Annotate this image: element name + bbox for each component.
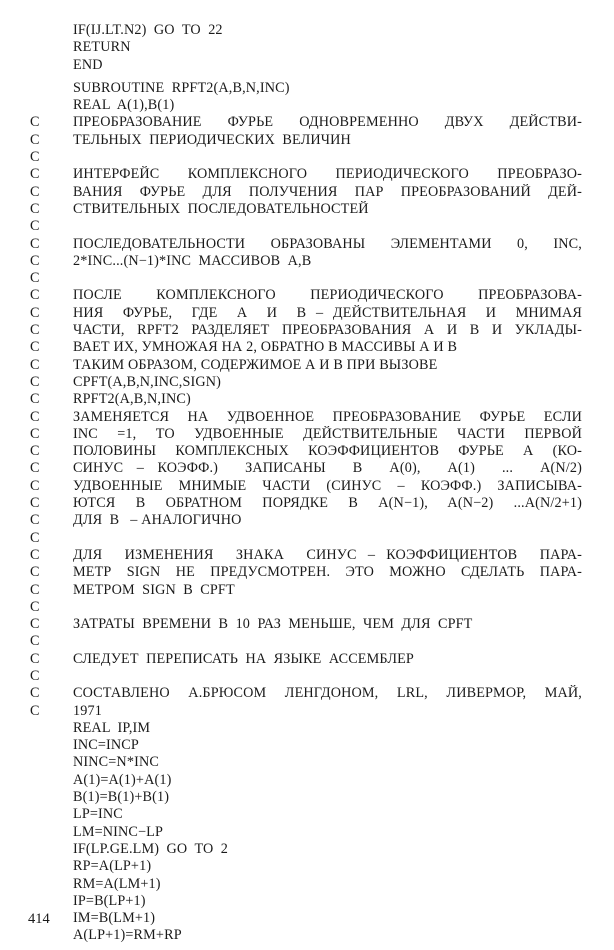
comment-marker: C <box>30 529 40 546</box>
code-line <box>0 824 614 841</box>
code-line <box>0 374 614 391</box>
comment-marker: C <box>30 183 40 200</box>
code-text: ДЛЯ ИЗМЕНЕНИЯ ЗНАКА СИНУС – КОЭФФИЦИЕНТОВ ПАРА- <box>73 546 582 563</box>
code-text: НИЯ ФУРЬЕ, ГДЕ А И В – ДЕЙСТВИТЕЛЬНАЯ И МНИМАЯ <box>73 304 582 321</box>
code-line <box>0 806 614 823</box>
code-text: СОСТАВЛЕНО А.БРЮСОМ ЛЕНГДОНОМ, LRL, ЛИВЕРМОР, МАЙ, <box>73 685 582 702</box>
comment-marker: C <box>30 408 40 425</box>
code-line <box>0 97 614 114</box>
comment-marker: C <box>30 270 40 287</box>
code-text: LP=INC <box>73 806 123 823</box>
comment-marker: C <box>30 114 40 131</box>
code-line <box>0 149 614 166</box>
code-text: ПРЕОБРАЗОВАНИЕ ФУРЬЕ ОДНОВРЕМЕННО ДВУХ ДЕЙСТВИ- <box>73 114 582 131</box>
code-line <box>0 426 614 443</box>
comment-marker: C <box>30 460 40 477</box>
code-text: ИНТЕРФЕЙС КОМПЛЕКСНОГО ПЕРИОДИЧЕСКОГО ПРЕОБРАЗО- <box>73 166 582 183</box>
code-text: ТЕЛЬНЫХ ПЕРИОДИЧЕСКИХ ВЕЛИЧИН <box>73 131 351 148</box>
comment-marker: C <box>30 304 40 321</box>
code-line <box>0 668 614 685</box>
code-text: IF(IJ.LT.N2) GO TO 22 <box>73 22 223 38</box>
code-line <box>0 339 614 356</box>
page-number: 414 <box>28 911 50 927</box>
comment-marker: C <box>30 477 40 494</box>
code-line <box>0 789 614 806</box>
code-line <box>0 910 614 927</box>
code-text: СТВИТЕЛЬНЫХ ПОСЛЕДОВАТЕЛЬНОСТЕЙ <box>73 200 369 217</box>
code-line <box>0 184 614 201</box>
code-line <box>0 737 614 754</box>
code-line <box>0 409 614 426</box>
code-line <box>0 270 614 287</box>
code-text: СЛЕДУЕТ ПЕРЕПИСАТЬ НА ЯЗЫКЕ АССЕМБЛЕР <box>73 650 414 667</box>
code-line <box>0 114 614 131</box>
comment-marker: C <box>30 650 40 667</box>
code-text: CPFT(A,B,N,INC,SIGN) <box>73 373 222 390</box>
code-text: МЕТРОМ SIGN В CPFT <box>73 581 235 598</box>
code-text: ПОСЛЕДОВАТЕЛЬНОСТИ ОБРАЗОВАНЫ ЭЛЕМЕНТАМИ 0, INC, <box>73 235 582 252</box>
code-line <box>0 39 614 56</box>
code-line <box>0 443 614 460</box>
code-text: END <box>73 56 103 73</box>
code-text: ВАЕТ ИХ, УМНОЖАЯ НА 2, ОБРАТНО В МАССИВЫ А И В <box>73 339 458 356</box>
comment-marker: C <box>30 495 40 512</box>
comment-marker: C <box>30 633 40 650</box>
code-line <box>0 218 614 235</box>
code-text: RP=A(LP+1) <box>73 858 152 875</box>
comment-marker: C <box>30 685 40 702</box>
comment-marker: C <box>30 443 40 460</box>
code-text: RETURN <box>73 39 131 56</box>
comment-marker: C <box>30 512 40 529</box>
code-line <box>0 841 614 858</box>
code-line <box>0 772 614 789</box>
code-line <box>0 80 614 97</box>
code-line <box>0 287 614 304</box>
code-text: ТАКИМ ОБРАЗОМ, СОДЕРЖИМОЕ А И В ПРИ ВЫЗОВЕ <box>73 356 438 373</box>
code-line <box>0 512 614 529</box>
code-text: B(1)=B(1)+B(1) <box>73 789 170 806</box>
code-text: IP=B(LP+1) <box>73 892 146 909</box>
code-text: 1971 <box>73 702 102 719</box>
code-text: ВАНИЯ ФУРЬЕ ДЛЯ ПОЛУЧЕНИЯ ПАР ПРЕОБРАЗОВАНИЙ ДЕЙ- <box>73 183 582 200</box>
comment-marker: C <box>30 356 40 373</box>
comment-marker: C <box>30 667 40 684</box>
comment-marker: C <box>30 149 40 166</box>
comment-marker: C <box>30 616 40 633</box>
code-text: SUBROUTINE RPFT2(A,B,N,INC) <box>73 79 290 96</box>
code-text: ЗАТРАТЫ ВРЕМЕНИ В 10 РАЗ МЕНЬШЕ, ЧЕМ ДЛЯ CPFT <box>73 616 473 633</box>
code-text: ПОЛОВИНЫ КОМПЛЕКСНЫХ КОЭФФИЦИЕНТОВ ФУРЬЕ А (КО- <box>73 443 582 460</box>
code-line <box>0 685 614 702</box>
code-line <box>0 478 614 495</box>
code-text: СИНУС – КОЭФФ.) ЗАПИСАНЫ В А(0), А(1) ... A(N/2) <box>73 460 582 477</box>
code-text: REAL A(1),B(1) <box>73 97 175 114</box>
code-line <box>0 495 614 512</box>
code-line <box>0 858 614 875</box>
comment-marker: C <box>30 581 40 598</box>
comment-marker: C <box>30 391 40 408</box>
comment-marker: C <box>30 373 40 390</box>
code-line <box>0 391 614 408</box>
comment-marker: C <box>30 564 40 581</box>
code-text: IM=B(LM+1) <box>73 910 156 927</box>
comment-marker: C <box>30 235 40 252</box>
code-line <box>0 305 614 322</box>
code-text: A(1)=A(1)+A(1) <box>73 771 172 788</box>
code-text: 2*INC...(N−1)*INC МАССИВОВ А,В <box>73 252 312 269</box>
code-line <box>0 754 614 771</box>
code-text: RM=A(LM+1) <box>73 875 161 892</box>
code-line <box>0 22 614 39</box>
comment-marker: C <box>30 200 40 217</box>
code-text: NINC=N*INC <box>73 754 159 771</box>
code-line <box>0 876 614 893</box>
code-text: ЗАМЕНЯЕТСЯ НА УДВОЕННОЕ ПРЕОБРАЗОВАНИЕ ФУРЬЕ ЕСЛИ <box>73 408 582 425</box>
comment-marker: C <box>30 218 40 235</box>
code-line <box>0 322 614 339</box>
code-text: ДЛЯ В – АНАЛОГИЧНО <box>73 512 242 529</box>
comment-marker: C <box>30 322 40 339</box>
comment-marker: C <box>30 702 40 719</box>
code-line <box>0 720 614 737</box>
code-line <box>0 927 614 944</box>
comment-marker: C <box>30 425 40 442</box>
comment-marker: C <box>30 287 40 304</box>
code-text: RPFT2(A,B,N,INC) <box>73 391 191 408</box>
code-text: INC =1, ТО УДВОЕННЫЕ ДЕЙСТВИТЕЛЬНЫЕ ЧАСТИ ПЕРВОЙ <box>73 425 582 442</box>
code-text: ПОСЛЕ КОМПЛЕКСНОГО ПЕРИОДИЧЕСКОГО ПРЕОБРАЗОВА- <box>73 287 582 304</box>
code-text: A(LP+1)=RM+RP <box>73 927 182 944</box>
code-line <box>0 564 614 581</box>
comment-marker: C <box>30 598 40 615</box>
code-text: LM=NINC−LP <box>73 823 164 840</box>
code-line <box>0 547 614 564</box>
code-line <box>0 599 614 616</box>
code-line <box>0 530 614 547</box>
code-line <box>0 893 614 910</box>
code-text: INC=INCP <box>73 737 139 754</box>
code-line <box>0 703 614 720</box>
code-line <box>0 633 614 650</box>
code-line <box>0 57 614 74</box>
code-line <box>0 582 614 599</box>
code-text: МЕТР SIGN НЕ ПРЕДУСМОТРЕН. ЭТО МОЖНО СДЕЛАТЬ ПАРА- <box>73 564 582 581</box>
code-line <box>0 253 614 270</box>
comment-marker: C <box>30 131 40 148</box>
code-line <box>0 616 614 633</box>
code-line <box>0 236 614 253</box>
code-listing <box>0 22 614 945</box>
code-text: REAL IP,IM <box>73 719 151 736</box>
comment-marker: C <box>30 166 40 183</box>
code-line <box>0 201 614 218</box>
code-text: УДВОЕННЫЕ МНИМЫЕ ЧАСТИ (СИНУС – КОЭФФ.) ЗАПИСЫВА- <box>73 477 582 494</box>
code-text: ЧАСТИ, RPFT2 РАЗДЕЛЯЕТ ПРЕОБРАЗОВАНИЯ А И В И УКЛАДЫ- <box>73 322 582 339</box>
code-line <box>0 357 614 374</box>
comment-marker: C <box>30 252 40 269</box>
code-line <box>0 460 614 477</box>
code-line <box>0 651 614 668</box>
code-text: ЮТСЯ В ОБРАТНОМ ПОРЯДКЕ В A(N−1), A(N−2) ...A(N/2+1) <box>73 495 582 512</box>
code-line <box>0 132 614 149</box>
code-line <box>0 166 614 183</box>
code-text: IF(LP.GE.LM) GO TO 2 <box>73 840 229 857</box>
comment-marker: C <box>30 339 40 356</box>
comment-marker: C <box>30 546 40 563</box>
